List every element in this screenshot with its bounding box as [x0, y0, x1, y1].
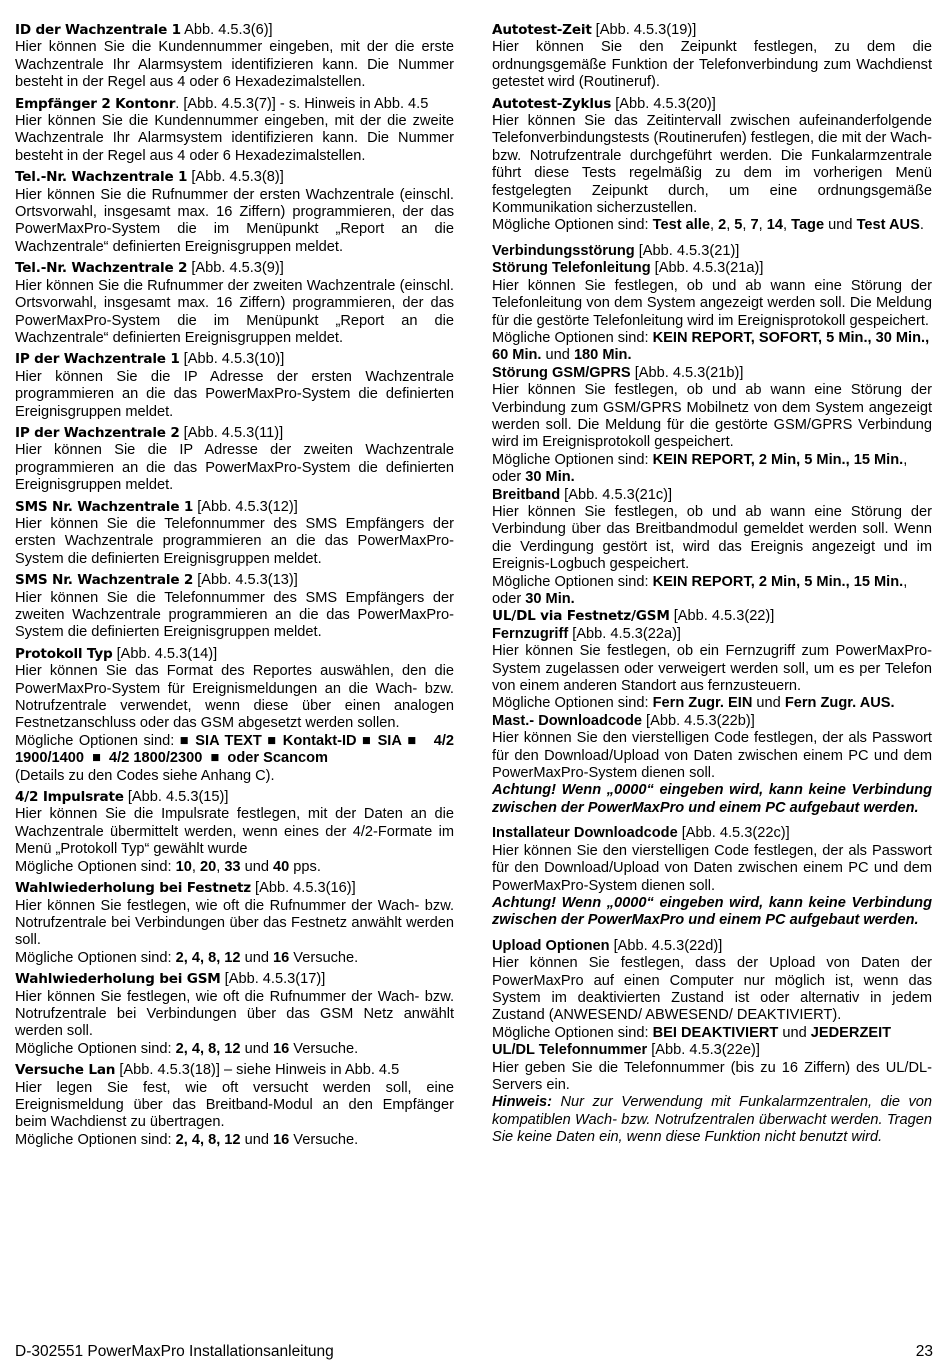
section-body: Hier können Sie festlegen, wie oft die Rufnummer der Wach- bzw. Notrufzentrale bei Verbindungen über das GSM Netz anwählt werden soll. [15, 988, 454, 1040]
section-body: Hier können Sie die Kundennummer eingeben, mit der die zweite Wachzentrale Ihr Alarmsystem identifizieren kann. Die Nummer besteht in der Regel aus 4 oder 6 Hexadezimalstellen. [15, 113, 454, 164]
section-heading: 4/2 Impulsrate [Abb. 4.5.3(15)] [15, 789, 229, 806]
note-text: Hinweis: Nur zur Verwendung mit Funkalarmzentralen, die von kompatiblen Wach- bzw. Notrufzentralen überwacht werden. Tragen Sie keine Daten ein, wenn diese Funktion nicht benutzt wird. [492, 1094, 932, 1146]
section-heading: Protokoll Typ [Abb. 4.5.3(14)] [15, 645, 218, 662]
section-verbindungsstoerung [492, 243, 932, 260]
section-body: Hier können Sie die IP Adresse der ersten Wachzentrale programmieren an die das PowerMaxPro-System die definierten Ereignisgruppen meldet. [15, 368, 454, 420]
document-id: D-302551 PowerMaxPro Installationsanleitung [15, 1343, 334, 1360]
section-heading: IP der Wachzentrale 1 [Abb. 4.5.3(10)] [15, 351, 285, 368]
section-heading: Autotest-Zyklus [Abb. 4.5.3(20)] [492, 95, 716, 112]
square-bullet-icon: ■ [407, 732, 434, 749]
section-impulsrate [15, 789, 454, 876]
section-heading: Störung GSM/GPRS [Abb. 4.5.3(21b)] [492, 364, 744, 381]
section-body: Hier können Sie festlegen, ob und ab wann eine Störung der Verbindung über das Breitbandmodul gemeldet werden soll. Wenn die Verdingung gestört ist, wird das Ereignis angezeigt und im Ereignis-Logbuch gespeichert. [492, 503, 932, 573]
section-heading: Breitband [Abb. 4.5.3(21c)] [492, 486, 673, 503]
section-body: Hier können Sie das Format des Reportes auswählen, den die PowerMaxPro-System für Ereignismeldungen an die Wach- bzw. Notrufzentrale verwendet, wenn diese über einen analogen Festnetzanschluss oder das GSM abgesetzt werden sollen. [15, 663, 454, 732]
section-upload-optionen [492, 938, 932, 1042]
page-footer [15, 1343, 933, 1361]
page-number: 23 [915, 1343, 933, 1360]
section-body: Hier können Sie die Impulsrate festlegen, mit der Daten an die Wachzentrale übermittelt werden, wenn eines der 4/2-Formate im Menü „Protokoll Typ“ gewählt wurde [15, 806, 454, 858]
right-column [492, 22, 932, 1147]
options-line: Mögliche Optionen sind: 2, 4, 8, 12 und 16 Versuche. [15, 1040, 359, 1057]
section-heading: Installateur Downloadcode [Abb. 4.5.3(22c)] [492, 825, 790, 842]
section-sms-wachzentrale-2 [15, 572, 454, 642]
section-versuche-lan [15, 1062, 454, 1149]
section-body: Hier können Sie den vierstelligen Code festlegen, der als Passwort für den Download/Upload von Daten zwischen einem PC und dem PowerMaxPro-System dienen soll. [492, 730, 932, 782]
warning-text: Achtung! Wenn „0000“ eingeben wird, kann keine Verbindung zwischen der PowerMaxPro und einem PC aufgebaut werden. [492, 782, 932, 816]
section-ul-dl-telefonnummer [492, 1042, 932, 1146]
options-line: Mögliche Optionen sind: Fern Zugr. EIN und Fern Zugr. AUS. [492, 695, 895, 712]
section-wahlwiederholung-festnetz [15, 880, 454, 967]
section-mast-downloadcode [492, 713, 932, 817]
square-bullet-icon: ■ [356, 732, 378, 749]
section-sms-wachzentrale-1 [15, 499, 454, 569]
options-line: Mögliche Optionen sind: 10, 20, 33 und 40 pps. [15, 858, 321, 875]
section-id-wachzentrale-1 [15, 22, 454, 92]
section-heading: Tel.-Nr. Wachzentrale 2 [Abb. 4.5.3(9)] [15, 260, 284, 277]
section-heading: Versuche Lan [Abb. 4.5.3(18)] – siehe Hinweis in Abb. 4.5 [15, 1062, 400, 1079]
options-line: Mögliche Optionen sind: 2, 4, 8, 12 und 16 Versuche. [15, 949, 359, 966]
section-heading: ID der Wachzentrale 1 Abb. 4.5.3(6)] [15, 22, 273, 38]
warning-text: Achtung! Wenn „0000“ eingeben wird, kann keine Verbindung zwischen der PowerMaxPro und einem PC aufgebaut werden. [492, 894, 932, 929]
section-body: Hier können Sie die Rufnummer der ersten Wachzentrale (einschl. Ortsvorwahl, insgesamt max. 16 Ziffern) programmieren, der das PowerMaxPro-System die im Menüpunkt „Report an die Wachzentrale“ definierten Ereignisgruppen meldet. [15, 186, 454, 255]
left-column [15, 22, 454, 1153]
section-telnr-wachzentrale-1 [15, 169, 454, 256]
section-breitband [492, 487, 932, 609]
square-bullet-icon: ■ [84, 750, 110, 767]
section-telnr-wachzentrale-2 [15, 260, 454, 347]
square-bullet-icon: ■ [179, 732, 196, 749]
section-heading: SMS Nr. Wachzentrale 1 [Abb. 4.5.3(12)] [15, 498, 298, 515]
section-wahlwiederholung-gsm [15, 971, 454, 1058]
section-protokoll-typ [15, 646, 454, 785]
section-heading: Verbindungsstörung [Abb. 4.5.3(21)] [492, 242, 740, 259]
section-heading: Wahlwiederholung bei GSM [Abb. 4.5.3(17)] [15, 971, 326, 988]
options-note: (Details zu den Codes siehe Anhang C). [15, 767, 275, 784]
section-heading: UL/DL via Festnetz/GSM [Abb. 4.5.3(22)] [492, 608, 775, 625]
section-body: Hier können Sie die IP Adresse der zweiten Wachzentrale programmieren an die das PowerMaxPro-System die definierten Ereignisgruppen meldet. [15, 442, 454, 494]
section-fernzugriff [492, 626, 932, 713]
section-heading: Mast.- Downloadcode [Abb. 4.5.3(22b)] [492, 712, 755, 729]
section-body: Hier können Sie das Zeitintervall zwischen aufeinanderfolgende Telefonverbindungstests (Routinerufen) festlegen, die mit der Wach- bzw. Notrufzentrale durchgeführt werden. Die Funkalarmzentrale führt diese Tests regelmäßig zu dem im vorherigen Menü festgelegten Zeipunkt durch, um eine ordnungsgemäße Kommunikation sicherzustellen. [492, 113, 932, 217]
section-body: Hier können Sie festlegen, ob und ab wann eine Störung der Verbindung zum GSM/GPRS Mobilnetz von dem System angezeigt werden soll. Die Meldung für die gestörte GSM/GPRS Verbindung wird im Ereignisprotokoll gespeichert. [492, 382, 932, 451]
options-line: Mögliche Optionen sind: ■ SIA TEXT ■ Kontakt-ID ■ SIA ■ 4/2 1900/1400 ■ 4/2 1800/2300 ■ oder Scancom [15, 732, 455, 767]
section-stoerung-telefonleitung [492, 260, 932, 364]
section-body: Hier können Sie festlegen, dass der Upload von Daten der PowerMaxPro auf einen Computer nur möglich ist, wenn das System im deaktivierten Zustand ist oder alternativ in jedem Zustand (ANWESEND/ ABWESEND/ DEAKTIVIERT). [492, 955, 932, 1024]
section-heading: Störung Telefonleitung [Abb. 4.5.3(21a)] [492, 260, 764, 277]
section-stoerung-gsm-gprs [492, 365, 932, 487]
section-installateur-downloadcode [492, 825, 932, 929]
section-body: Hier können Sie festlegen, wie oft die Rufnummer der Wach- bzw. Notrufzentrale bei Verbindungen über das Festnetz anwählt werden soll. [15, 897, 454, 949]
section-body: Hier legen Sie fest, wie oft versucht werden soll, eine Ereignismeldung über das Breitband-Modul an den Empfänger beim Wachdienst zu übertragen. [15, 1079, 454, 1131]
section-body: Hier können Sie die Rufnummer der zweiten Wachzentrale (einschl. Ortsvorwahl, insgesamt max. 16 Ziffern) programmieren, der das PowerMaxPro-System die im Menüpunkt „Report an die Wachzentrale“ definierten Ereignisgruppen meldet. [15, 277, 454, 346]
section-empfaenger-2-kontonr [15, 96, 454, 166]
section-autotest-zeit [492, 22, 932, 92]
options-line: Mögliche Optionen sind: KEIN REPORT, SOFORT, 5 Min., 30 Min., 60 Min. und 180 Min. [492, 329, 930, 364]
section-body: Hier können Sie den Zeipunkt festlegen, zu dem die ordnungsgemäße Funktion der Telefonverbindung zum Wachdienst getestet wird (Routineruf). [492, 39, 932, 91]
section-ip-wachzentrale-1 [15, 351, 454, 421]
section-heading: Empfänger 2 Kontonr. [Abb. 4.5.3(7)] - s. Hinweis in Abb. 4.5 [15, 95, 429, 112]
section-body: Hier können Sie die Kundennummer eingeben, mit der die erste Wachzentrale Ihr Alarmsystem identifizieren kann. Die Nummer besteht in der Regel aus 4 oder 6 Hexadezimalstellen. [15, 39, 454, 91]
section-heading: Wahlwiederholung bei Festnetz [Abb. 4.5.3(16)] [15, 880, 356, 897]
section-heading: IP der Wachzentrale 2 [Abb. 4.5.3(11)] [15, 424, 284, 441]
section-ul-dl-festnetz-gsm [492, 608, 932, 625]
options-line: Mögliche Optionen sind: BEI DEAKTIVIERT und JEDERZEIT [492, 1024, 892, 1041]
section-heading: SMS Nr. Wachzentrale 2 [Abb. 4.5.3(13)] [15, 572, 298, 589]
options-line: Mögliche Optionen sind: 2, 4, 8, 12 und 16 Versuche. [15, 1131, 359, 1148]
section-body: Hier können Sie die Telefonnummer des SMS Empfängers der zweiten Wachzentrale programmieren an die das PowerMaxPro-System die definierten Ereignisgruppen meldet. [15, 589, 454, 641]
section-autotest-zyklus [492, 96, 932, 235]
square-bullet-icon: ■ [202, 750, 228, 767]
square-bullet-icon: ■ [261, 732, 283, 749]
section-ip-wachzentrale-2 [15, 425, 454, 495]
section-body: Hier können Sie den vierstelligen Code festlegen, der als Passwort für den Download/Upload von Daten zwischen einem PC und dem PowerMaxPro-System dienen soll. [492, 842, 932, 894]
section-heading: Autotest-Zeit [Abb. 4.5.3(19)] [492, 22, 697, 38]
section-body: Hier geben Sie die Telefonnummer (bis zu 16 Ziffern) des UL/DL-Servers ein. [492, 1059, 932, 1093]
options-line: Mögliche Optionen sind: Test alle, 2, 5, 7, 14, Tage und Test AUS. [492, 217, 924, 234]
section-heading: UL/DL Telefonnummer [Abb. 4.5.3(22e)] [492, 1042, 760, 1059]
options-line: Mögliche Optionen sind: KEIN REPORT, 2 Min, 5 Min., 15 Min., oder 30 Min. [492, 573, 908, 607]
section-body: Hier können Sie festlegen, ob und ab wann eine Störung der Telefonleitung von dem System angezeigt werden soll. Die Meldung für die gestörte Telefonleitung wird im Ereignisprotokoll gespeichert. [492, 277, 932, 329]
section-heading: Upload Optionen [Abb. 4.5.3(22d)] [492, 937, 723, 954]
section-body: Hier können Sie die Telefonnummer des SMS Empfängers der ersten Wachzentrale programmieren an die das PowerMaxPro-System die definierten Ereignisgruppen meldet. [15, 515, 454, 567]
options-line: Mögliche Optionen sind: KEIN REPORT, 2 Min, 5 Min., 15 Min., oder 30 Min. [492, 451, 908, 486]
section-body: Hier können Sie festlegen, ob ein Fernzugriff zum PowerMaxPro-System zugelassen oder verweigert werden soll, um es per Telefon von einem anderen Standort aus fernzusteuern. [492, 643, 932, 695]
section-heading: Fernzugriff [Abb. 4.5.3(22a)] [492, 625, 681, 642]
section-heading: Tel.-Nr. Wachzentrale 1 [Abb. 4.5.3(8)] [15, 169, 284, 186]
